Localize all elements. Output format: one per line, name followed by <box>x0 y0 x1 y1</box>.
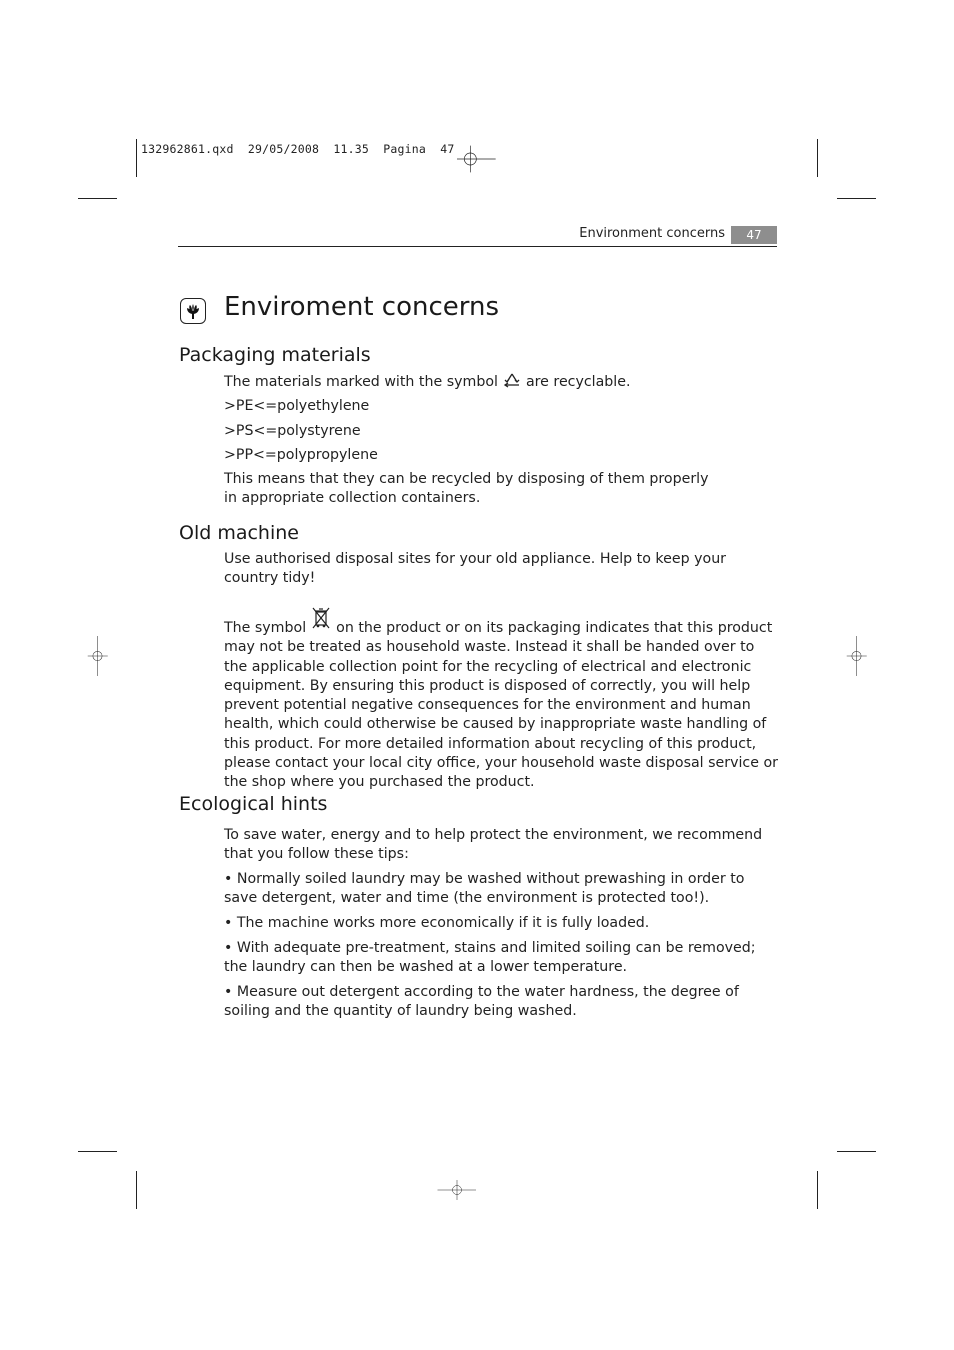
list-item: • Normally soiled laundry may be washed without prewashing in order to save detergent, water and time (the environment is protected too!). <box>224 871 745 907</box>
list-item: >PE<=polyethylene <box>224 398 370 414</box>
flower-icon <box>180 298 206 324</box>
registration-mark-left <box>78 636 118 676</box>
section-heading-old-machine: Old machine <box>179 522 299 544</box>
old-machine-p1: Use authorised disposal sites for your old appliance. Help to keep your country tidy! <box>224 551 727 587</box>
list-item: >PS<=polystyrene <box>224 423 361 439</box>
running-header-title: Environment concerns <box>579 226 725 241</box>
old-machine-p2: The symbol on the product or on its packaging indicates that this product may not be treated as household waste. Instead it shall be handed over to the applicable collection point for the recycling of electrical and electronic equipment. By ensuring this product is disposed of correctly, you will help prevent potential negative consequences for the environment and human health, which could otherwise be caused by inappropriate waste handling of this product. For more detailed information about recycling of this product, please contact your local city office, your household waste disposal service or the shop where you purchased the product. <box>224 606 779 793</box>
registration-mark-bottom <box>437 1170 477 1210</box>
section-heading-packaging: Packaging materials <box>179 344 371 366</box>
header-rule <box>178 246 777 247</box>
packaging-intro: The materials marked with the symbol are recyclable. <box>224 374 631 390</box>
registration-mark-top <box>457 139 497 179</box>
crossed-bin-icon <box>310 606 332 630</box>
packaging-note: This means that they can be recycled by disposing of them properly in appropriate collection containers. <box>224 471 709 507</box>
registration-mark-right <box>837 636 877 676</box>
recycle-icon <box>502 372 522 390</box>
print-slug: 132962861.qxd 29/05/2008 11.35 Pagina 47 <box>141 142 455 156</box>
list-item: • Measure out detergent according to the water hardness, the degree of soiling and the quantity of laundry being washed. <box>224 984 739 1020</box>
list-item: >PP<=polypropylene <box>224 447 378 463</box>
section-heading-eco: Ecological hints <box>179 793 328 815</box>
eco-intro: To save water, energy and to help protect the environment, we recommend that you follow these tips: <box>224 827 763 863</box>
list-item: • With adequate pre-treatment, stains and limited soiling can be removed; the laundry can then be washed at a lower temperature. <box>224 940 756 976</box>
list-item: • The machine works more economically if it is fully loaded. <box>224 915 650 931</box>
page-number-badge: 47 <box>731 226 777 244</box>
page-title: Enviroment concerns <box>224 292 500 322</box>
